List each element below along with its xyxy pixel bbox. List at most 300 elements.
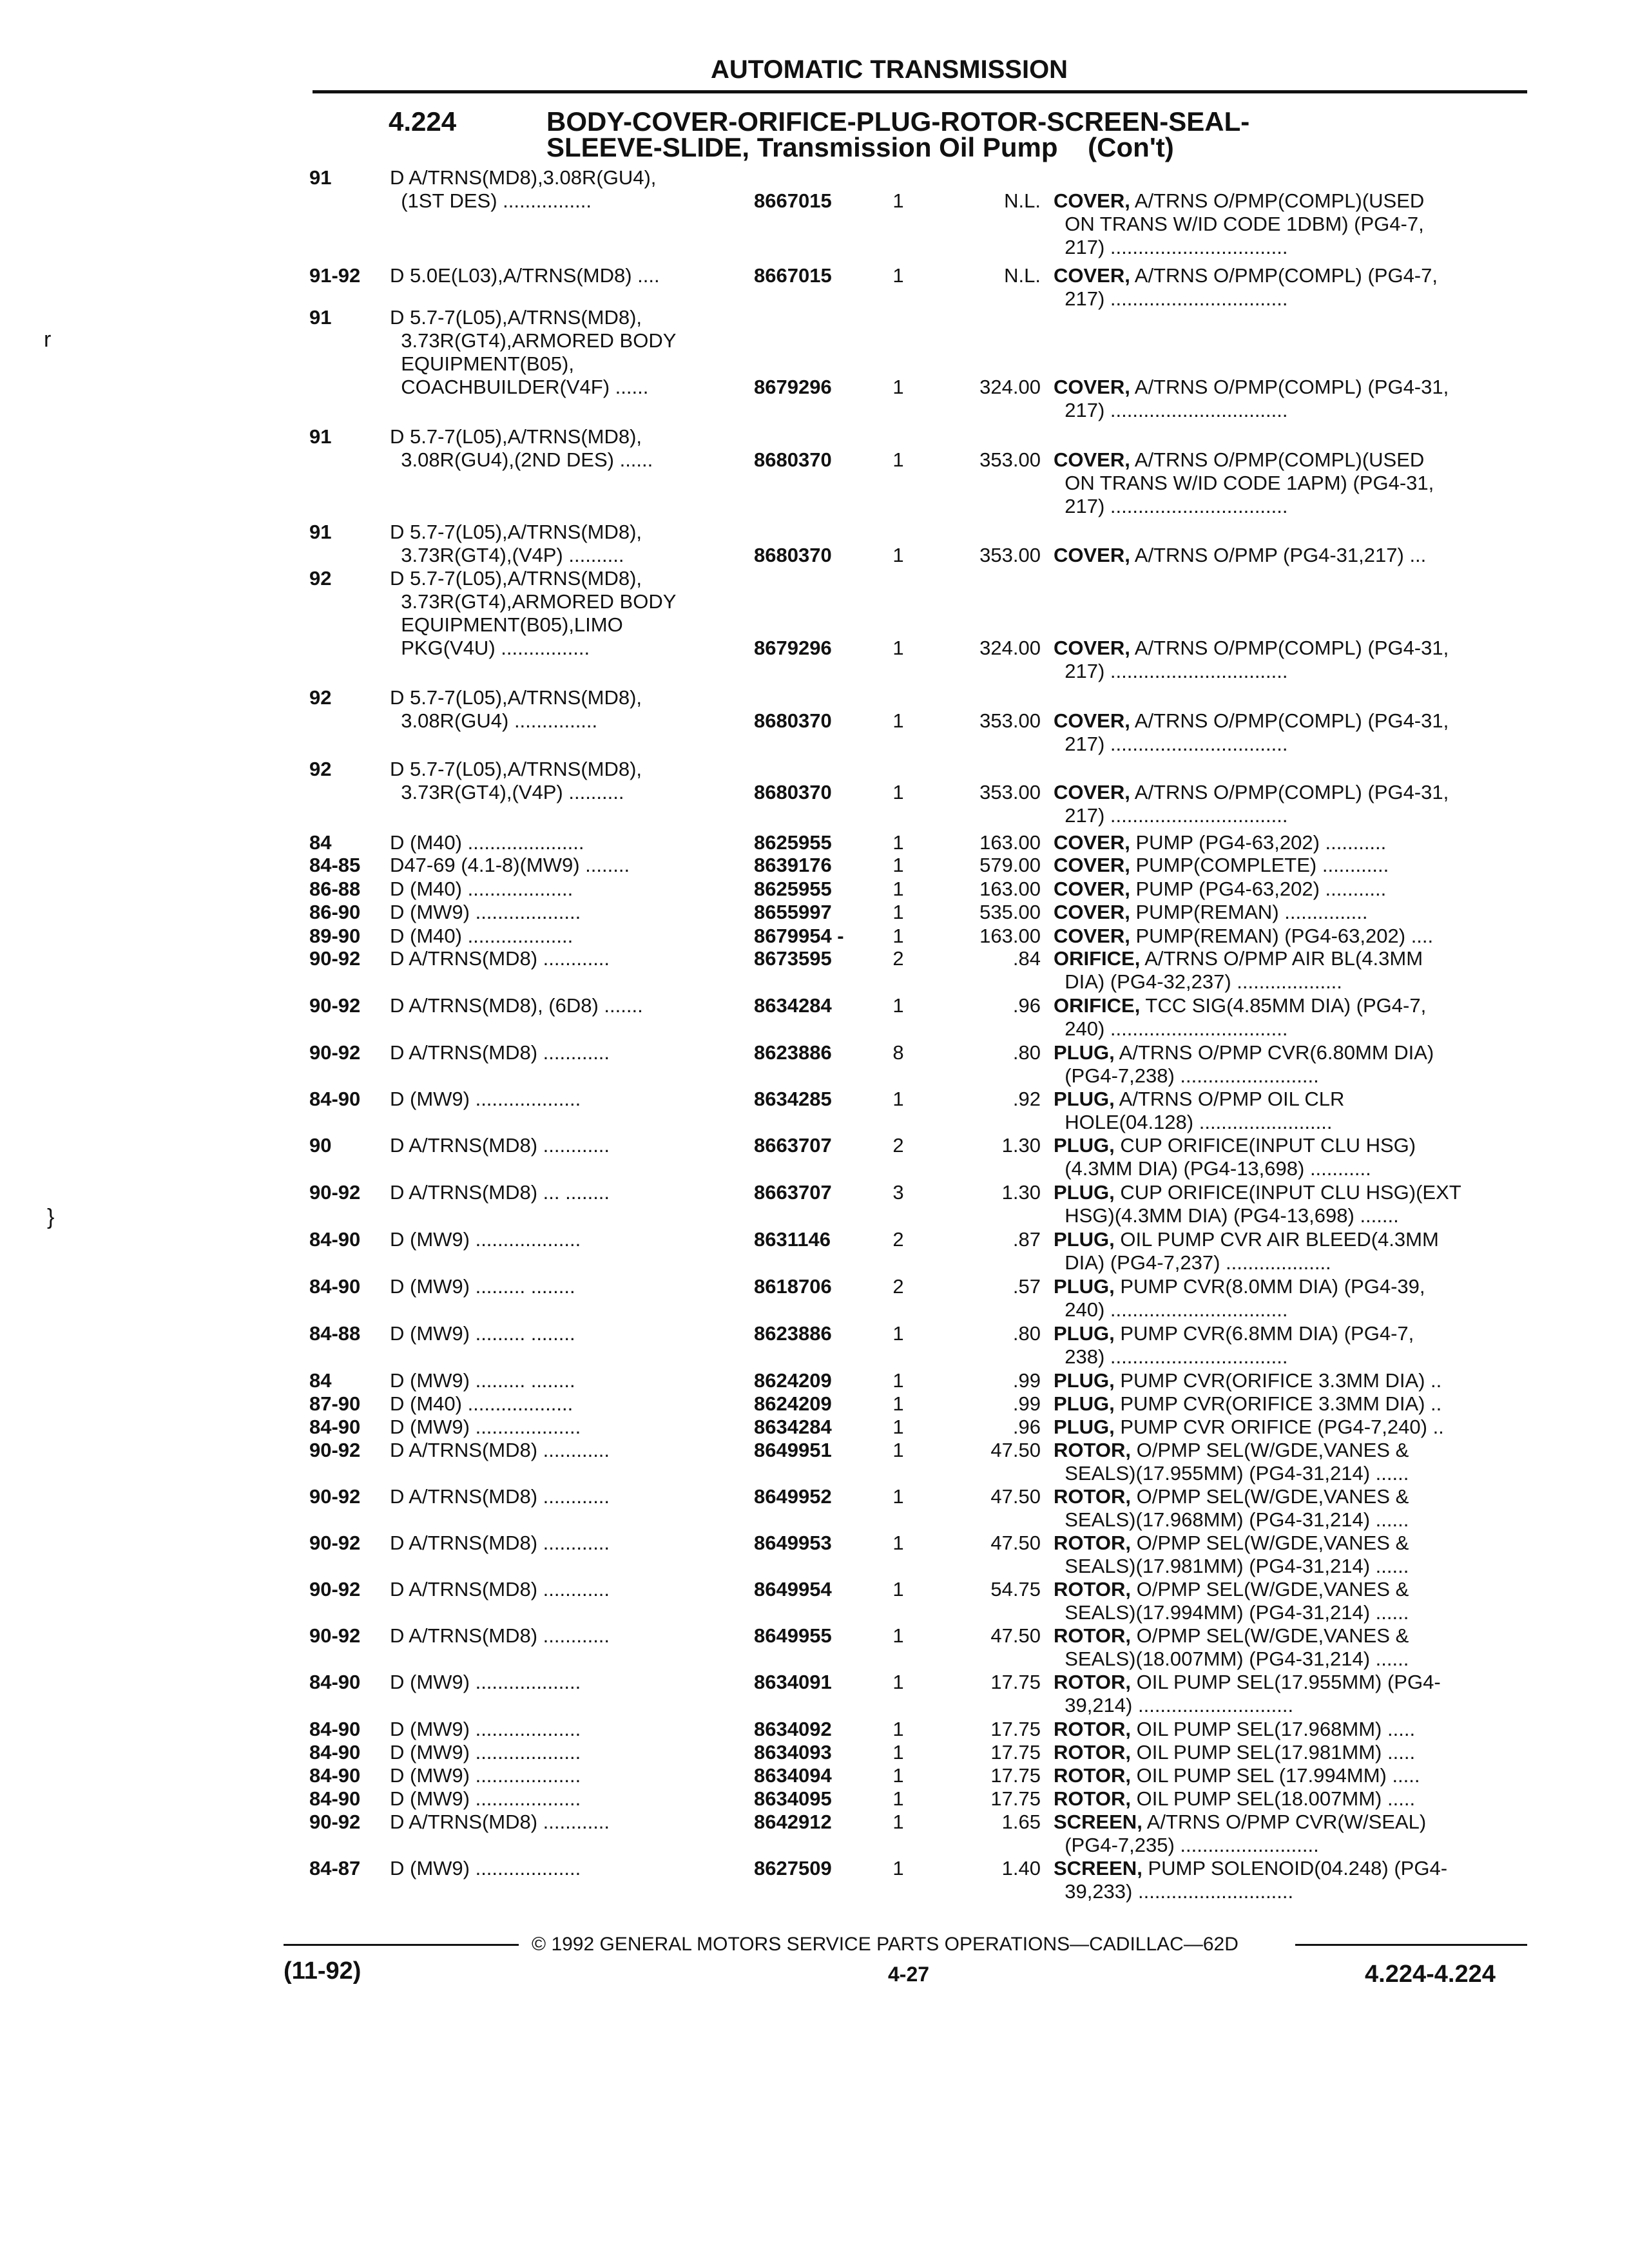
row-description-text: PUMP SOLENOID(04.248) (PG4- [1148,1857,1448,1879]
row-part-name: ROTOR, [1054,1764,1131,1787]
row-price: 579.00 [979,854,1041,876]
row-description [1054,637,1449,660]
row-description-text: A/TRNS O/PMP CVR(W/SEAL) [1146,1811,1427,1833]
row-price: 1.65 [1001,1811,1041,1833]
row-usage-line: D 5.7-7(L05),A/TRNS(MD8), [390,425,642,448]
row-description-text: O/PMP SEL(W/GDE,VANES & [1136,1532,1409,1554]
row-part-name: ORIFICE, [1054,994,1141,1017]
row-part-name: PLUG, [1054,1041,1115,1064]
row-description-text: OIL PUMP SEL(17.955MM) (PG4- [1136,1671,1441,1693]
row-description [1054,376,1449,399]
row-price: 17.75 [990,1787,1041,1810]
row-quantity: 2 [892,1134,904,1157]
row-model-years: 84-90 [309,1088,361,1110]
row-part-name: ROTOR, [1054,1439,1131,1461]
row-usage-line: 3.73R(GT4),(V4P) .......... [390,781,624,803]
row-usage-line: D A/TRNS(MD8) ............ [390,1439,610,1461]
footer-copyright: © 1992 GENERAL MOTORS SERVICE PARTS OPERATIONS—CADILLAC—62D [532,1934,1239,1955]
row-usage-line: D A/TRNS(MD8) ............ [390,1811,610,1833]
margin-mark: r [44,327,52,352]
row-price: N.L. [1004,189,1041,212]
row-description-text: O/PMP SEL(W/GDE,VANES & [1136,1485,1409,1508]
row-usage-line: D (MW9) ................... [390,1718,581,1740]
row-description [1054,1811,1426,1834]
row-model-years: 86-90 [309,901,361,923]
row-description [1054,1857,1447,1880]
row-usage-line: 3.73R(GT4),ARMORED BODY [390,590,677,613]
row-quantity: 1 [892,1671,904,1693]
row-part-number: 8634285 [754,1088,832,1110]
row-usage-line: D (M40) ................... [390,1392,574,1415]
row-part-number: 8649952 [754,1485,832,1508]
row-price: 17.75 [990,1718,1041,1740]
row-description [1054,1181,1461,1204]
row-price: .87 [1012,1228,1041,1251]
row-description-line: HOLE(04.128) ........................ [1054,1111,1333,1133]
section-title-line-2: SLEEVE-SLIDE, Transmission Oil Pump (Con't) [546,132,1174,162]
row-price: 163.00 [979,878,1041,900]
row-part-name: PLUG, [1054,1181,1115,1204]
row-model-years: 91 [309,521,332,543]
row-part-name: COVER, [1054,264,1130,287]
row-description-line: DIA) (PG4-32,237) ................... [1054,970,1342,993]
row-part-number: 8655997 [754,901,832,923]
row-description [1054,1416,1444,1439]
row-part-number: 8667015 [754,189,832,212]
row-quantity: 1 [892,637,904,659]
row-part-name: COVER, [1054,831,1130,854]
row-description-line: SEALS)(18.007MM) (PG4-31,214) ...... [1054,1648,1409,1670]
row-description-line: 217) ................................ [1054,287,1288,310]
row-part-name: PLUG, [1054,1275,1115,1298]
row-part-number: 8623886 [754,1322,832,1345]
header-rule [313,90,1527,93]
row-price: 535.00 [979,901,1041,923]
row-description-line: (PG4-7,238) ......................... [1054,1064,1319,1087]
row-model-years: 84-90 [309,1764,361,1787]
row-description-line: DIA) (PG4-7,237) ................... [1054,1251,1331,1274]
row-description-text: O/PMP SEL(W/GDE,VANES & [1136,1624,1409,1647]
row-quantity: 1 [892,878,904,900]
row-part-number: 8634093 [754,1741,832,1763]
row-model-years: 87-90 [309,1392,361,1415]
row-description [1054,878,1386,901]
row-usage-line: D 5.7-7(L05),A/TRNS(MD8), [390,686,642,709]
row-price: 17.75 [990,1741,1041,1763]
row-price: .80 [1012,1041,1041,1064]
row-description-text: PUMP CVR(ORIFICE 3.3MM DIA) .. [1120,1392,1442,1415]
row-description-text: CUP ORIFICE(INPUT CLU HSG) [1120,1134,1416,1157]
row-price: 17.75 [990,1671,1041,1693]
section-number: 4.224 [389,106,457,137]
row-part-name: PLUG, [1054,1392,1115,1415]
row-part-number: 8624209 [754,1392,832,1415]
row-price: 353.00 [979,781,1041,803]
row-description [1054,1787,1415,1811]
row-part-name: COVER, [1054,637,1130,659]
row-part-number: 8642912 [754,1811,832,1833]
row-part-number: 8649953 [754,1532,832,1554]
row-part-name: ROTOR, [1054,1578,1131,1600]
row-price: 47.50 [990,1532,1041,1554]
row-usage-line: D A/TRNS(MD8) ............ [390,1578,610,1600]
row-part-number: 8679296 [754,376,832,398]
row-part-name: COVER, [1054,925,1130,947]
row-usage-line: COACHBUILDER(V4F) ...... [390,376,649,398]
row-part-name: PLUG, [1054,1088,1115,1110]
row-part-name: ORIFICE, [1054,947,1141,970]
row-usage-line: D47-69 (4.1-8)(MW9) ........ [390,854,630,876]
row-model-years: 91 [309,306,332,329]
row-model-years: 84 [309,831,332,854]
row-model-years: 84-87 [309,1857,361,1879]
row-usage-line: D (MW9) ................... [390,1857,581,1879]
row-part-name: PLUG, [1054,1228,1115,1251]
row-model-years: 90-92 [309,1485,361,1508]
row-usage-line: D A/TRNS(MD8), (6D8) ....... [390,994,643,1017]
row-description [1054,1228,1439,1251]
row-quantity: 1 [892,376,904,398]
row-model-years: 90-92 [309,1578,361,1600]
row-part-number: 8649955 [754,1624,832,1647]
row-usage-line: D (M40) ................... [390,878,574,900]
row-usage-line: 3.08R(GU4),(2ND DES) ...... [390,448,653,471]
row-quantity: 1 [892,189,904,212]
row-description-text: A/TRNS O/PMP AIR BL(4.3MM [1144,947,1423,970]
row-part-name: ROTOR, [1054,1741,1131,1763]
row-part-number: 8634095 [754,1787,832,1810]
row-description-line: (PG4-7,235) ......................... [1054,1834,1319,1856]
row-price: .57 [1012,1275,1041,1298]
row-price: 47.50 [990,1439,1041,1461]
row-model-years: 84-85 [309,854,361,876]
row-quantity: 1 [892,901,904,923]
footer-rule-right [1295,1944,1527,1946]
row-model-years: 84-90 [309,1228,361,1251]
row-description-line: SEALS)(17.968MM) (PG4-31,214) ...... [1054,1508,1409,1531]
row-description-text: CUP ORIFICE(INPUT CLU HSG)(EXT [1120,1181,1461,1204]
row-model-years: 84-90 [309,1718,361,1740]
row-description-text: A/TRNS O/PMP(COMPL) (PG4-31, [1134,376,1449,398]
row-description [1054,831,1386,854]
row-part-number: 8634094 [754,1764,832,1787]
row-price: .96 [1012,994,1041,1017]
row-price: 47.50 [990,1624,1041,1647]
row-price: 17.75 [990,1764,1041,1787]
row-part-number: 8634091 [754,1671,832,1693]
row-model-years: 92 [309,686,332,709]
row-part-number: 8680370 [754,781,832,803]
row-price: .80 [1012,1322,1041,1345]
row-description [1054,709,1449,733]
row-quantity: 1 [892,925,904,947]
row-model-years: 90-92 [309,1811,361,1833]
row-quantity: 1 [892,709,904,732]
row-quantity: 1 [892,1322,904,1345]
row-description-line: ON TRANS W/ID CODE 1DBM) (PG4-7, [1054,213,1424,235]
row-part-name: COVER, [1054,376,1130,398]
row-price: 1.40 [1001,1857,1041,1879]
row-quantity: 1 [892,544,904,566]
row-description [1054,1764,1420,1787]
row-part-number: 8663707 [754,1134,832,1157]
row-description-text: A/TRNS O/PMP (PG4-31,217) ... [1134,544,1427,566]
row-description-text: O/PMP SEL(W/GDE,VANES & [1136,1439,1409,1461]
section-title-line-1: BODY-COVER-ORIFICE-PLUG-ROTOR-SCREEN-SEAL- [546,106,1250,137]
row-model-years: 89-90 [309,925,361,947]
row-part-name: ROTOR, [1054,1624,1131,1647]
row-part-name: PLUG, [1054,1134,1115,1157]
row-description-line: SEALS)(17.994MM) (PG4-31,214) ...... [1054,1601,1409,1624]
row-part-number: 8673595 [754,947,832,970]
row-usage-line: D A/TRNS(MD8) ............ [390,1041,610,1064]
row-model-years: 84-90 [309,1741,361,1763]
row-usage-line: D A/TRNS(MD8) ............ [390,1532,610,1554]
row-description-line: 240) ................................ [1054,1017,1288,1040]
row-usage-line: D (MW9) ......... ........ [390,1369,575,1392]
row-quantity: 1 [892,1416,904,1438]
row-price: 353.00 [979,709,1041,732]
row-usage-line: D (MW9) ................... [390,1787,581,1810]
row-usage-line: D (MW9) ......... ........ [390,1275,575,1298]
row-quantity: 1 [892,1741,904,1763]
row-description-line: HSG)(4.3MM DIA) (PG4-13,698) ....... [1054,1204,1399,1227]
row-part-name: SCREEN, [1054,1857,1142,1879]
row-part-name: SCREEN, [1054,1811,1142,1833]
row-description-text: OIL PUMP SEL(17.981MM) ..... [1136,1741,1416,1763]
row-usage-line: D 5.7-7(L05),A/TRNS(MD8), [390,567,642,590]
row-part-number: 8680370 [754,544,832,566]
row-usage-line: D (MW9) ................... [390,1228,581,1251]
row-part-number: 8634092 [754,1718,832,1740]
row-quantity: 1 [892,1624,904,1647]
row-part-name: COVER, [1054,709,1130,732]
row-usage-line: PKG(V4U) ................ [390,637,590,659]
row-description-text: PUMP(REMAN) ............... [1135,901,1368,923]
row-quantity: 1 [892,1811,904,1833]
row-part-number: 8634284 [754,994,832,1017]
row-description [1054,1532,1409,1555]
row-part-name: ROTOR, [1054,1532,1131,1554]
row-part-number: 8634284 [754,1416,832,1438]
row-usage-line: D 5.7-7(L05),A/TRNS(MD8), [390,306,642,329]
row-model-years: 84-88 [309,1322,361,1345]
row-description [1054,781,1449,804]
row-model-years: 90-92 [309,1532,361,1554]
row-part-name: ROTOR, [1054,1787,1131,1810]
row-part-number: 8627509 [754,1857,832,1879]
row-description-line: 217) ................................ [1054,804,1288,827]
row-part-name: ROTOR, [1054,1718,1131,1740]
row-part-name: COVER, [1054,189,1130,212]
row-description-text: PUMP CVR(ORIFICE 3.3MM DIA) .. [1120,1369,1442,1392]
row-description-text: PUMP(COMPLETE) ............ [1135,854,1389,876]
row-quantity: 1 [892,994,904,1017]
row-price: 324.00 [979,376,1041,398]
row-description-line: 238) ................................ [1054,1345,1288,1368]
row-price: 1.30 [1001,1181,1041,1204]
row-part-number: 8639176 [754,854,832,876]
row-usage-line: D (MW9) ................... [390,1671,581,1693]
row-price: .92 [1012,1088,1041,1110]
row-price: N.L. [1004,264,1041,287]
row-usage-line: D A/TRNS(MD8) ... ........ [390,1181,610,1204]
row-part-number: 8663707 [754,1181,832,1204]
row-part-name: COVER, [1054,781,1130,803]
row-quantity: 1 [892,1439,904,1461]
row-usage-line: D (MW9) ................... [390,901,581,923]
row-usage-line: D A/TRNS(MD8) ............ [390,1624,610,1647]
row-usage-line: 3.73R(GT4),(V4P) .......... [390,544,624,566]
row-usage-line: D A/TRNS(MD8),3.08R(GU4), [390,166,657,189]
row-part-number: 8679954 - [754,925,844,947]
row-description-line: 240) ................................ [1054,1298,1288,1321]
row-model-years: 84 [309,1369,332,1392]
row-description-text: A/TRNS O/PMP(COMPL) (PG4-31, [1134,637,1449,659]
row-model-years: 90-92 [309,1041,361,1064]
row-part-name: COVER, [1054,854,1130,876]
row-part-number: 8625955 [754,831,832,854]
row-usage-line: D 5.0E(L03),A/TRNS(MD8) .... [390,264,660,287]
row-model-years: 90-92 [309,994,361,1017]
row-part-number: 8624209 [754,1369,832,1392]
row-usage-line: D (M40) ................... [390,925,574,947]
row-part-number: 8680370 [754,709,832,732]
row-usage-line: 3.73R(GT4),ARMORED BODY [390,329,677,352]
row-usage-line: D 5.7-7(L05),A/TRNS(MD8), [390,521,642,543]
row-description-line: 217) ................................ [1054,660,1288,682]
row-part-name: PLUG, [1054,1322,1115,1345]
row-description [1054,1741,1415,1764]
row-usage-line: 3.08R(GU4) ............... [390,709,598,732]
row-description-line: ON TRANS W/ID CODE 1APM) (PG4-31, [1054,472,1434,494]
row-part-number: 8667015 [754,264,832,287]
row-description [1054,1369,1441,1392]
row-description-line: 39,233) ............................ [1054,1880,1294,1903]
row-description [1054,1041,1434,1064]
row-description-text: TCC SIG(4.85MM DIA) (PG4-7, [1145,994,1427,1017]
row-description-text: PUMP CVR(6.8MM DIA) (PG4-7, [1120,1322,1414,1345]
row-quantity: 1 [892,781,904,803]
row-usage-line: D (M40) ..................... [390,831,584,854]
row-quantity: 1 [892,264,904,287]
row-description [1054,1671,1441,1694]
row-model-years: 84-90 [309,1416,361,1438]
row-quantity: 1 [892,1718,904,1740]
row-description [1054,1275,1425,1298]
footer-section-range: 4.224-4.224 [1365,1961,1496,1988]
row-description-text: A/TRNS O/PMP(COMPL) (PG4-31, [1134,781,1449,803]
row-quantity: 1 [892,854,904,876]
row-description-line: 217) ................................ [1054,495,1288,517]
row-description-text: PUMP (PG4-63,202) ........... [1135,831,1387,854]
row-part-number: 8649954 [754,1578,832,1600]
row-description [1054,1322,1414,1345]
row-description [1054,1439,1409,1462]
row-part-name: ROTOR, [1054,1485,1131,1508]
footer-page-number: 4-27 [888,1963,930,1986]
row-price: 1.30 [1001,1134,1041,1157]
row-description-line: 217) ................................ [1054,733,1288,755]
row-usage-line: D A/TRNS(MD8) ............ [390,1134,610,1157]
row-price: 163.00 [979,831,1041,854]
row-description-text: OIL PUMP SEL(18.007MM) ..... [1136,1787,1416,1810]
row-description-text: A/TRNS O/PMP(COMPL)(USED [1134,448,1425,471]
row-part-name: PLUG, [1054,1416,1115,1438]
row-description-line: SEALS)(17.981MM) (PG4-31,214) ...... [1054,1555,1409,1577]
row-description-line: 217) ................................ [1054,399,1288,421]
page-header-title: AUTOMATIC TRANSMISSION [711,55,1068,84]
row-description-text: OIL PUMP SEL(17.968MM) ..... [1136,1718,1416,1740]
row-usage-line: D (MW9) ................... [390,1416,581,1438]
row-quantity: 1 [892,1392,904,1415]
row-description [1054,1578,1409,1601]
row-description-text: A/TRNS O/PMP(COMPL) (PG4-31, [1134,709,1449,732]
row-description [1054,1485,1409,1508]
row-price: 324.00 [979,637,1041,659]
row-quantity: 3 [892,1181,904,1204]
row-description-line: 217) ................................ [1054,236,1288,258]
row-usage-line: EQUIPMENT(B05), [390,352,574,375]
row-part-number: 8631146 [754,1228,831,1251]
row-model-years: 84-90 [309,1671,361,1693]
margin-mark: } [47,1205,55,1229]
row-description-text: A/TRNS O/PMP(COMPL)(USED [1134,189,1425,212]
row-part-name: COVER, [1054,901,1130,923]
row-description [1054,1134,1416,1157]
row-description-text: PUMP CVR(8.0MM DIA) (PG4-39, [1120,1275,1425,1298]
row-description [1054,947,1423,970]
row-quantity: 1 [892,1369,904,1392]
row-usage-line: EQUIPMENT(B05),LIMO [390,613,623,636]
row-part-name: COVER, [1054,544,1130,566]
row-description-text: A/TRNS O/PMP(COMPL) (PG4-7, [1134,264,1438,287]
row-description-text: A/TRNS O/PMP OIL CLR [1119,1088,1345,1110]
footer-date: (11-92) [284,1957,361,1984]
row-description-text: PUMP(REMAN) (PG4-63,202) .... [1135,925,1434,947]
row-model-years: 90-92 [309,1624,361,1647]
row-part-name: COVER, [1054,448,1130,471]
row-quantity: 1 [892,1485,904,1508]
row-price: .84 [1012,947,1041,970]
row-price: 353.00 [979,448,1041,471]
row-usage-line: D (MW9) ................... [390,1764,581,1787]
row-price: 163.00 [979,925,1041,947]
row-description-text: OIL PUMP SEL (17.994MM) ..... [1136,1764,1420,1787]
row-description [1054,1718,1415,1741]
row-part-name: COVER, [1054,878,1130,900]
row-description-line: SEALS)(17.955MM) (PG4-31,214) ...... [1054,1462,1409,1485]
row-description-text: A/TRNS O/PMP CVR(6.80MM DIA) [1119,1041,1434,1064]
row-quantity: 1 [892,831,904,854]
row-usage-line: D A/TRNS(MD8) ............ [390,947,610,970]
row-part-number: 8680370 [754,448,832,471]
row-model-years: 91 [309,166,332,189]
row-price: 54.75 [990,1578,1041,1600]
row-model-years: 90-92 [309,947,361,970]
row-quantity: 1 [892,1787,904,1810]
row-description-line: (4.3MM DIA) (PG4-13,698) ........... [1054,1157,1371,1180]
row-part-number: 8679296 [754,637,832,659]
row-quantity: 8 [892,1041,904,1064]
row-usage-line: D (MW9) ................... [390,1088,581,1110]
footer-rule-left [284,1944,519,1946]
row-description [1054,264,1438,287]
row-model-years: 90-92 [309,1439,361,1461]
row-price: .99 [1012,1369,1041,1392]
row-model-years: 91 [309,425,332,448]
row-description-text: O/PMP SEL(W/GDE,VANES & [1136,1578,1409,1600]
